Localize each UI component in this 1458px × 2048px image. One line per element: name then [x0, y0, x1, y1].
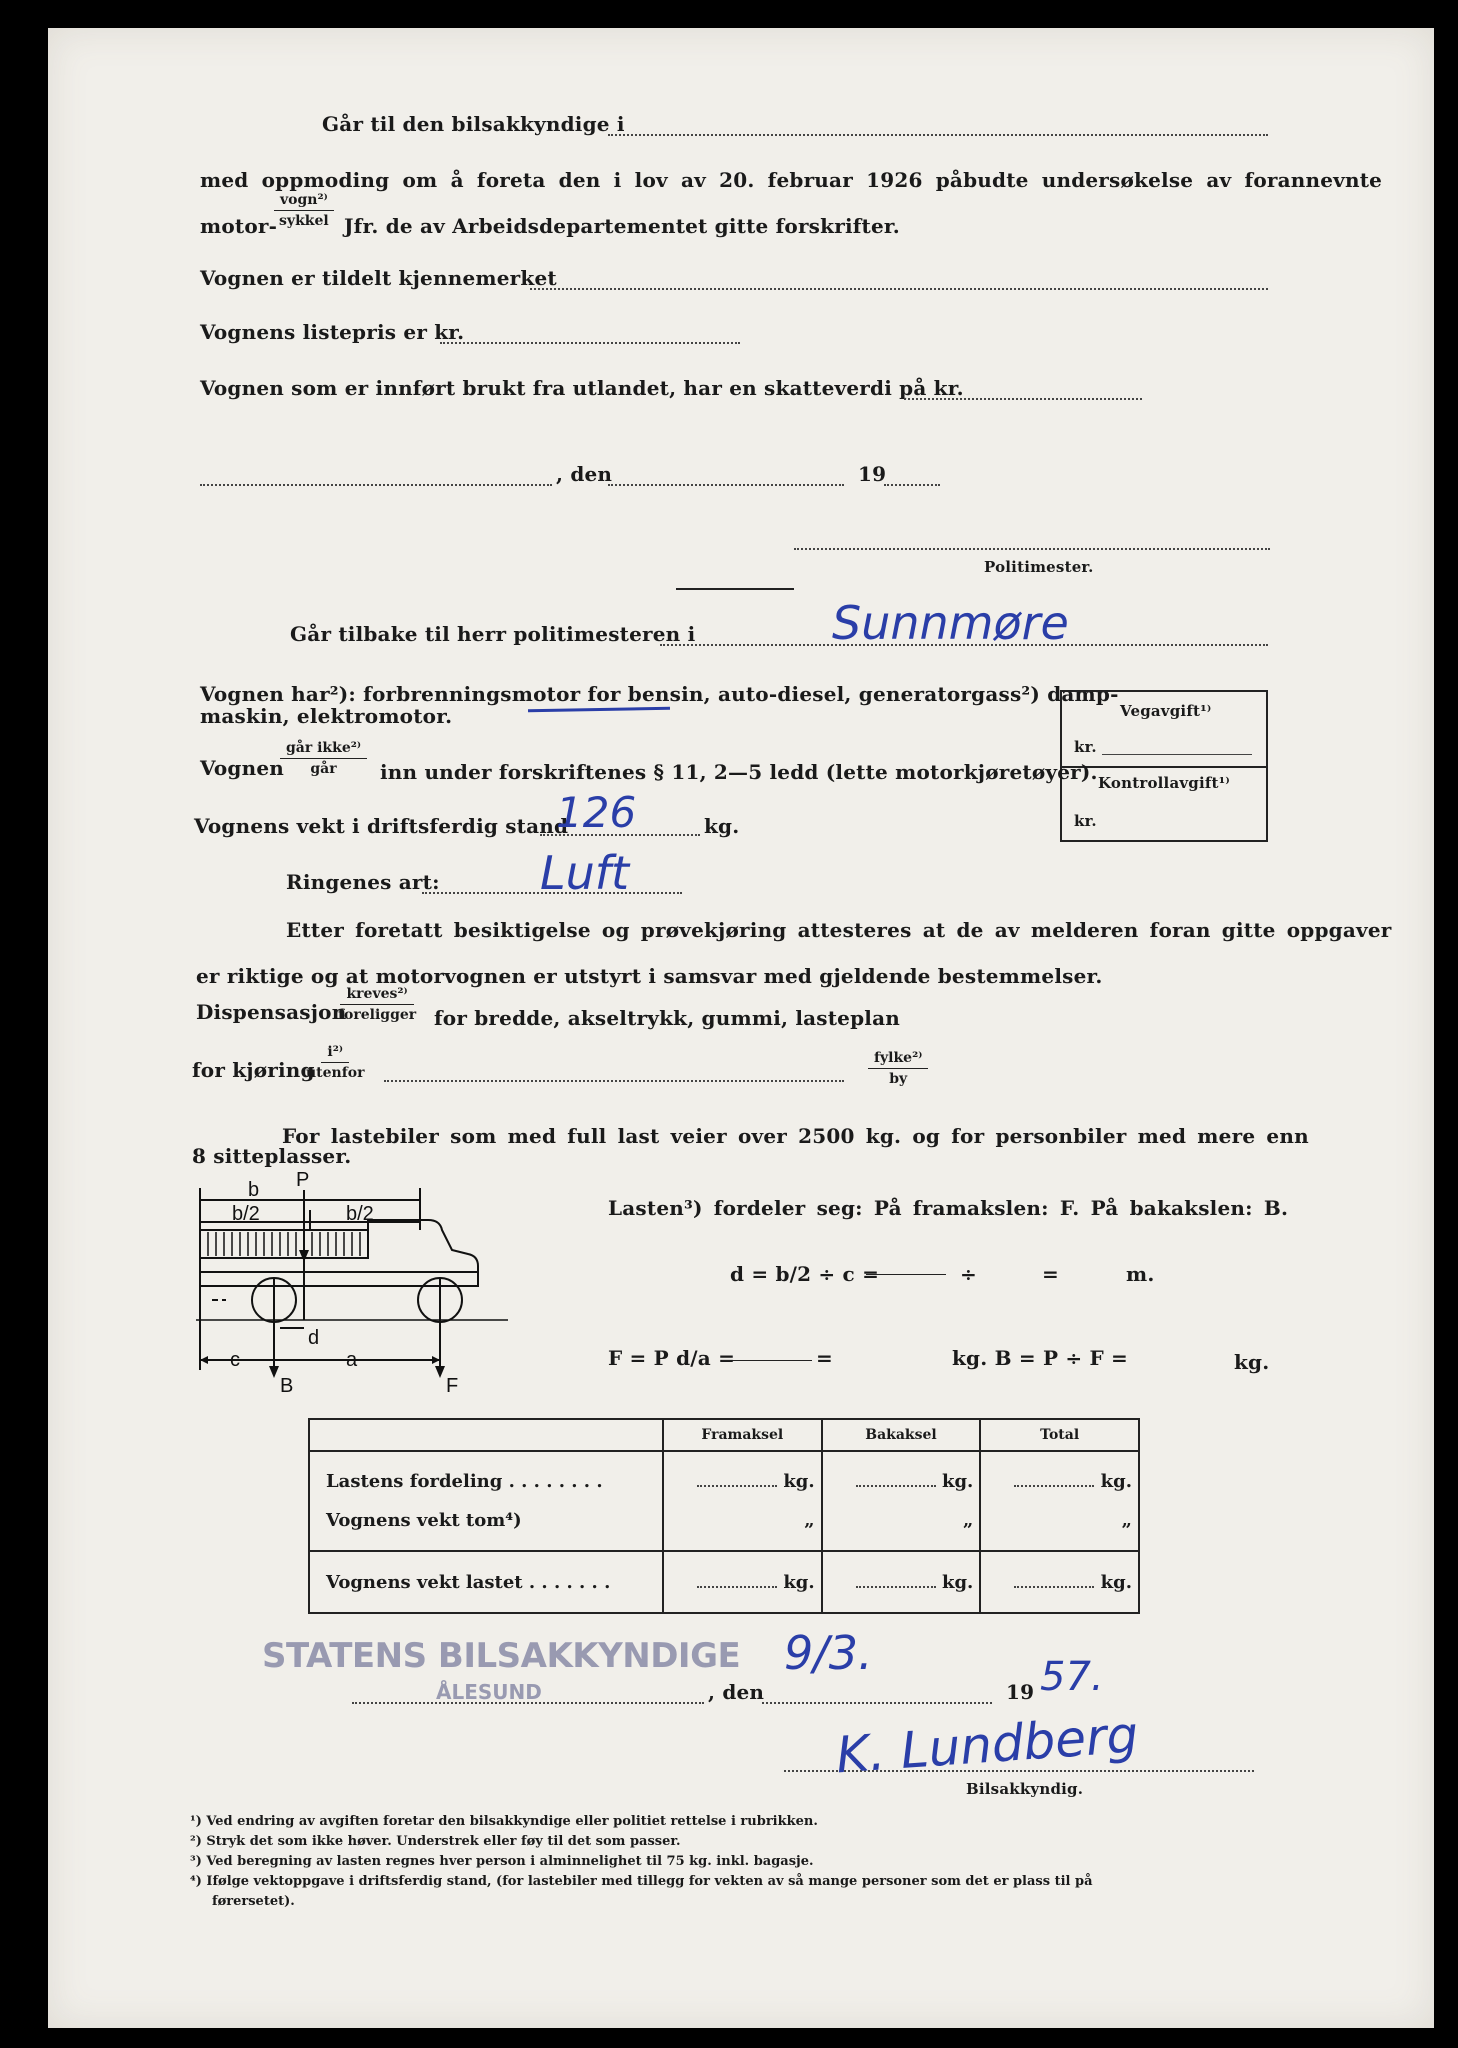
diagram-label-p: P: [296, 1170, 310, 1191]
formula-f-eq: =: [816, 1346, 833, 1370]
vekt-label: Vognens vekt i driftsferdig stand: [194, 814, 569, 838]
handwritten-year: 57.: [1040, 1654, 1104, 1700]
politimester-label: Politimester.: [984, 558, 1094, 576]
kg-unit: kg.: [1100, 1471, 1132, 1492]
official-stamp-line2: ÅLESUND: [436, 1680, 542, 1704]
row-vekt-lastet-label: Vognens vekt lastet . . . . . . .: [309, 1551, 663, 1613]
kg-unit: kg.: [783, 1571, 815, 1593]
ringenes-label: Ringenes art:: [286, 870, 440, 894]
den2-label: , den: [708, 1680, 765, 1704]
laste-line2: 8 sitteplasser.: [192, 1144, 352, 1168]
ditto-mark: „: [804, 1510, 815, 1531]
skatteverdi-field[interactable]: [904, 398, 1142, 400]
row-vekt-tom-label: Vognens vekt tom⁴): [326, 1510, 522, 1531]
fylke-fraction: [868, 1050, 928, 1087]
footnote-3: ³) Ved beregning av lasten regnes hver person i alminnelighet til 75 kg. inkl. bagasje.: [190, 1854, 814, 1869]
formula-f-blank[interactable]: [722, 1360, 812, 1361]
kg-unit: kg.: [1100, 1571, 1132, 1593]
diagram-label-a: a: [346, 1349, 358, 1371]
listepris-field[interactable]: [440, 342, 740, 344]
den-label: , den: [556, 462, 613, 486]
handwritten-place: Sunnmøre: [832, 596, 1069, 650]
footnote-4: ⁴) Ifølge vektoppgave i driftsferdig stand, (for lastebiler med tillegg for vekten av så mange personer som det er plass til på: [190, 1874, 1093, 1889]
motor-suffix: Jfr. de av Arbeidsdepartementet gitte forskrifter.: [344, 214, 900, 238]
table-header-total: Total: [980, 1419, 1139, 1451]
date2-field[interactable]: [762, 1702, 992, 1704]
ditto-mark: „: [962, 1510, 974, 1531]
line1-field[interactable]: [608, 134, 1268, 136]
year-prefix: 19: [858, 462, 887, 486]
vegavgift-kr: kr.: [1074, 738, 1097, 756]
formula-eq: =: [1042, 1262, 1059, 1286]
vognen-prefix: Vognen: [200, 756, 285, 780]
table-cell-total[interactable]: [980, 1451, 1139, 1551]
disp-frac-den: foreligger: [338, 1007, 417, 1023]
diagram-label-b2a: b/2: [232, 1203, 260, 1225]
kjoring-prefix: for kjøring: [192, 1058, 315, 1082]
line1-label: Går til den bilsakkyndige i: [322, 112, 625, 136]
handwritten-weight: 126: [556, 788, 637, 837]
diagram-label-b: b: [248, 1179, 260, 1201]
footnote-2: ²) Stryk det som ikke høver. Understrek eller føy til det som passer.: [190, 1834, 681, 1849]
stamp-place-field[interactable]: [352, 1702, 704, 1704]
gar-frac-num: går ikke²⁾: [280, 740, 367, 759]
handwritten-signature: K. Lundberg: [834, 1705, 1140, 1785]
disp-prefix: Dispensasjon: [196, 1000, 347, 1024]
listepris-label: Vognens listepris er kr.: [200, 320, 465, 344]
kjoring-fraction: [306, 1044, 364, 1081]
line2-text: med oppmoding om å foreta den i lov av 20. februar 1926 påbudte undersøkelse av forannevnte: [200, 168, 1383, 192]
lasten-line: Lasten³) fordeler seg: På framakslen: F. På bakakslen: B.: [608, 1196, 1289, 1220]
footnote-4-cont: førersetet).: [212, 1894, 295, 1909]
table-row-labels: [309, 1451, 663, 1551]
disp-fraction: [338, 986, 416, 1023]
section-divider: [676, 588, 794, 590]
table-cell-lastet-total[interactable]: [980, 1551, 1139, 1613]
motor-fraction: [274, 192, 334, 229]
fylke-frac-den: by: [889, 1071, 908, 1087]
diagram-label-b2b: b/2: [346, 1203, 374, 1225]
skatteverdi-label: Vognen som er innført brukt fra utlandet, har en skatteverdi på kr.: [200, 376, 964, 400]
handwritten-tyres: Luft: [540, 846, 630, 900]
ditto-mark: „: [1121, 1510, 1132, 1531]
motor-frac-num: vogn²⁾: [274, 192, 334, 211]
motor-type-line2: maskin, elektromotor.: [200, 704, 453, 728]
table-cell-lastet-fram[interactable]: [663, 1551, 822, 1613]
kjoring-frac-den: utenfor: [306, 1065, 365, 1081]
table-cell-framaksel[interactable]: [663, 1451, 822, 1551]
disp-frac-num: kreves²⁾: [340, 986, 413, 1005]
diagram-label-d: d: [308, 1327, 320, 1349]
formula-m: m.: [1126, 1262, 1155, 1286]
politimester-signature-field[interactable]: [794, 548, 1270, 550]
gar-frac-den: går: [310, 761, 337, 777]
motor-prefix: motor-: [200, 214, 278, 238]
formula-d-blank[interactable]: [866, 1274, 946, 1275]
kjoring-field[interactable]: [384, 1080, 844, 1082]
return-label: Går tilbake til herr politimesteren i: [290, 622, 696, 646]
axle-load-diagram: [196, 1170, 576, 1400]
vegavgift-field[interactable]: [1102, 754, 1252, 755]
disp-suffix: for bredde, akseltrykk, gummi, lasteplan: [434, 1006, 900, 1030]
vekt-unit: kg.: [704, 814, 740, 838]
date-field[interactable]: [608, 484, 844, 486]
kjennemerke-field[interactable]: [530, 288, 1268, 290]
year2-prefix: 19: [1006, 1680, 1035, 1704]
diagram-label-f: F: [446, 1375, 459, 1397]
attest-line2: er riktige og at motorvognen er utstyrt i samsvar med gjeldende bestemmelser.: [196, 964, 1103, 988]
table-header-framaksel: Framaksel: [663, 1419, 822, 1451]
formula-d: d = b/2 ÷ c =: [730, 1262, 880, 1286]
kontrollavgift-label: Kontrollavgift¹⁾: [1098, 774, 1231, 792]
table-cell-lastet-bak[interactable]: [822, 1551, 981, 1613]
formula-kg: kg.: [1234, 1350, 1270, 1374]
footnote-1: ¹) Ved endring av avgiften foretar den bilsakkyndige eller politiet rettelse i rubrikken.: [190, 1814, 818, 1829]
formula-f: F = P d/a =: [608, 1346, 736, 1370]
handwritten-date: 9/3.: [784, 1626, 873, 1680]
kjennemerke-label: Vognen er tildelt kjennemerket: [200, 266, 557, 290]
load-table: [308, 1418, 1140, 1614]
vegavgift-label: Vegavgift¹⁾: [1120, 702, 1212, 720]
fylke-frac-num: fylke²⁾: [868, 1050, 928, 1069]
table-header-bakaksel: Bakaksel: [822, 1419, 981, 1451]
year-field[interactable]: [884, 484, 940, 486]
diagram-label-bb: B: [280, 1375, 294, 1397]
diagram-label-c: c: [230, 1349, 240, 1371]
motor-type-line1: Vognen har²): forbrenningsmotor for bensin, auto-diesel, generatorgass²) damp-: [200, 682, 1119, 706]
formula-b: kg. B = P ÷ F =: [952, 1346, 1128, 1370]
kg-unit: kg.: [783, 1471, 815, 1492]
gar-suffix: inn under forskriftenes § 11, 2—5 ledd (lette motorkjøretøyer).: [380, 760, 1098, 784]
official-stamp-line1: STATENS BILSAKKYNDIGE: [262, 1636, 741, 1676]
row-lastens-label: Lastens fordeling . . . . . . . .: [326, 1471, 603, 1492]
kg-unit: kg.: [941, 1571, 974, 1593]
table-cell-bakaksel[interactable]: [822, 1451, 981, 1551]
kontrollavgift-kr: kr.: [1074, 812, 1097, 830]
place-field[interactable]: [200, 484, 552, 486]
bilsakkyndig-label: Bilsakkyndig.: [966, 1780, 1084, 1798]
table-header-empty: [309, 1419, 663, 1451]
formula-div: ÷: [960, 1262, 977, 1286]
gar-fraction: [280, 740, 367, 777]
attest-line1: Etter foretatt besiktigelse og prøvekjøring attesteres at de av melderen foran gitte oppgaver: [286, 918, 1392, 942]
laste-line1: For lastebiler som med full last veier over 2500 kg. og for personbiler med mere enn: [282, 1124, 1309, 1148]
kg-unit: kg.: [941, 1471, 974, 1492]
motor-frac-den: sykkel: [279, 213, 329, 229]
kjoring-frac-num: i²⁾: [321, 1044, 349, 1063]
